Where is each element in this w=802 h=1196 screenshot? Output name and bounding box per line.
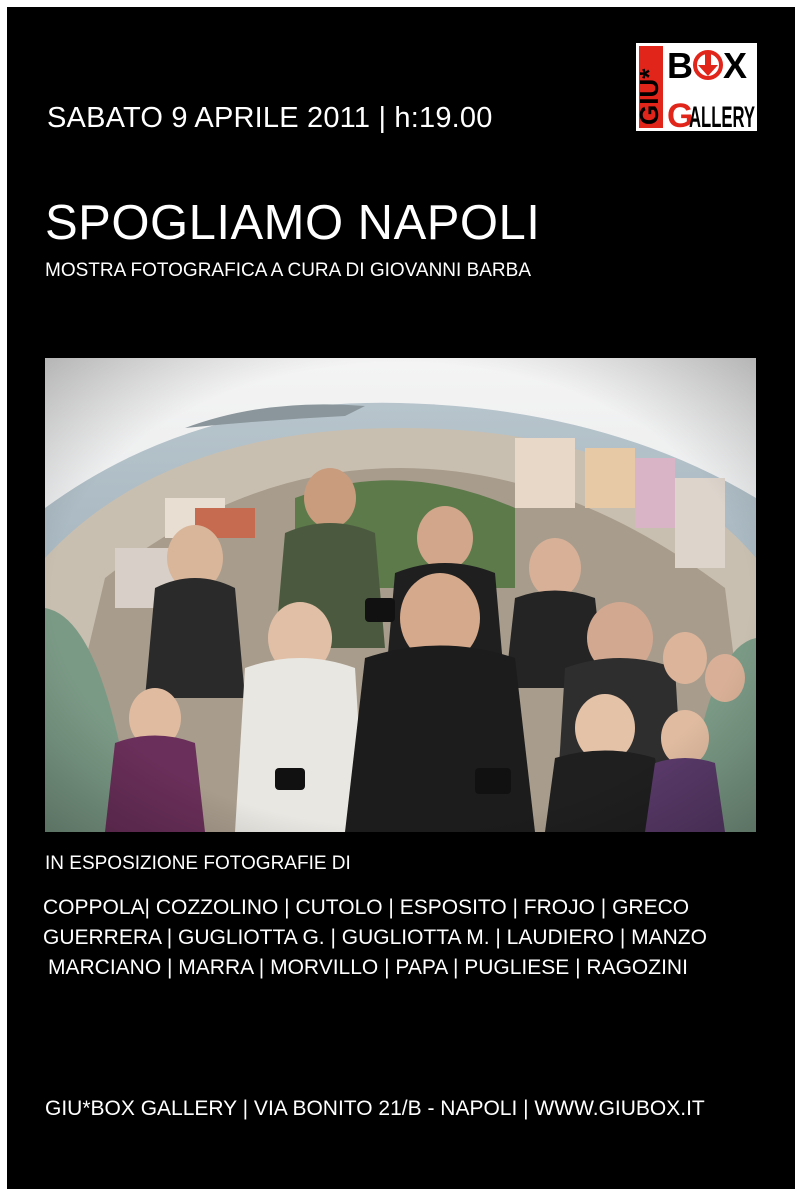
exhibitors-line: GUERRERA | GUGLIOTTA G. | GUGLIOTTA M. | LAUDIERO | MANZO	[43, 926, 707, 949]
down-arrow-icon	[695, 52, 721, 78]
group-photo	[45, 358, 756, 832]
logo-giu-text: GIU*	[634, 68, 664, 125]
exhibitors-list	[43, 893, 707, 983]
giubox-gallery-logo	[634, 43, 757, 135]
exhibitors-line: MARCIANO | MARRA | MORVILLO | PAPA | PUGLIESE | RAGOZINI	[48, 956, 688, 979]
svg-text:ALLERY: ALLERY	[689, 101, 755, 134]
event-date-time: SABATO 9 APRILE 2011 | h:19.00	[47, 102, 493, 134]
poster	[7, 7, 795, 1189]
svg-text:G: G	[667, 97, 694, 135]
event-title: SPOGLIAMO NAPOLI	[45, 196, 541, 250]
event-subtitle: MOSTRA FOTOGRAFICA A CURA DI GIOVANNI BARBA	[45, 260, 532, 281]
footer-info: GIU*BOX GALLERY | VIA BONITO 21/B - NAPOLI | WWW.GIUBOX.IT	[45, 1097, 705, 1120]
exhibitors-line: COPPOLA| COZZOLINO | CUTOLO | ESPOSITO | FROJO | GRECO	[43, 896, 690, 919]
svg-text:X: X	[723, 45, 748, 86]
exhibitors-heading: IN ESPOSIZIONE FOTOGRAFIE DI	[45, 853, 351, 874]
svg-text:B: B	[667, 45, 693, 86]
